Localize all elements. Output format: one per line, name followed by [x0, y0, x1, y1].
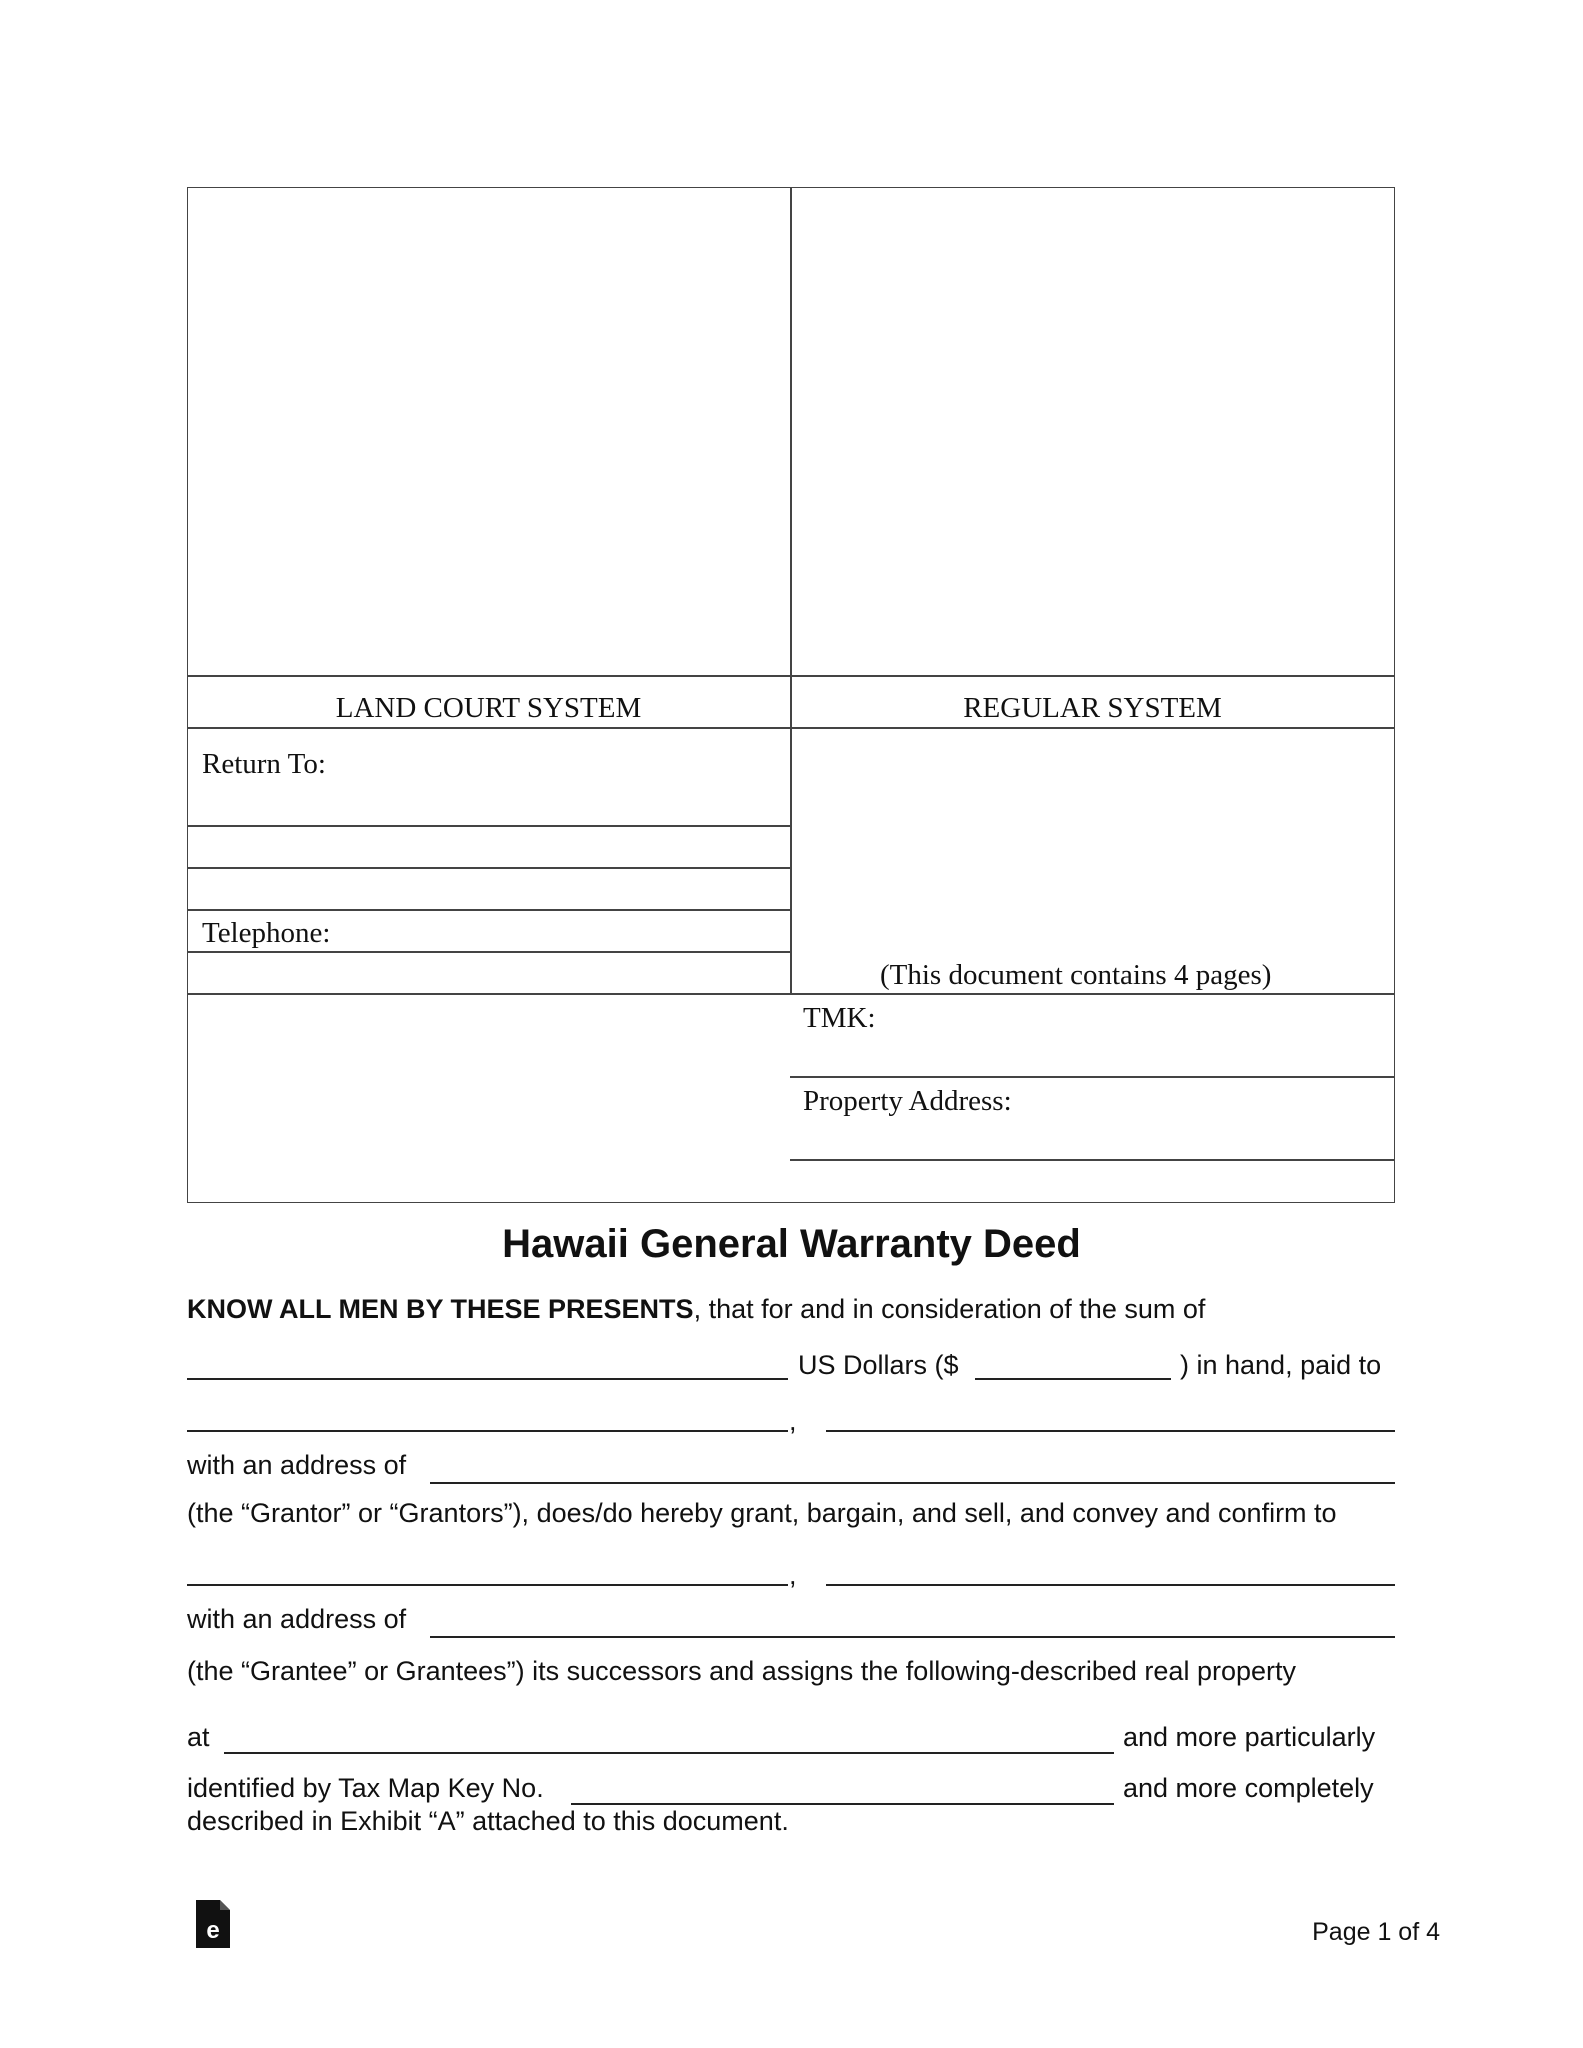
grantee-name-field-1[interactable] — [187, 1584, 788, 1586]
land-court-system-label: LAND COURT SYSTEM — [335, 692, 642, 724]
property-address-line — [790, 1159, 1395, 1161]
telephone-label: Telephone: — [202, 917, 331, 949]
grantor-address-field[interactable] — [430, 1482, 1395, 1484]
amount-number-field[interactable] — [975, 1378, 1171, 1380]
grantor-clause: (the “Grantor” or “Grantors”), does/do hereby grant, bargain, and sell, and convey and confirm to — [187, 1498, 1337, 1528]
property-address-label: Property Address: — [803, 1085, 1012, 1117]
grantee-comma: , — [789, 1560, 797, 1590]
at-label: at — [187, 1722, 210, 1752]
recording-box-divider — [790, 187, 792, 993]
in-hand-paid-label: ) in hand, paid to — [1180, 1350, 1382, 1380]
property-location-field[interactable] — [224, 1752, 1114, 1754]
tmk-line — [790, 1076, 1395, 1078]
intro-line — [187, 1296, 1205, 1323]
intro-rest: , that for and in consideration of the sum of — [693, 1294, 1206, 1324]
svg-text:e: e — [206, 1917, 220, 1944]
more-particularly-label: and more particularly — [1123, 1722, 1376, 1752]
eforms-logo-icon — [196, 1900, 230, 1948]
tax-map-key-field[interactable] — [571, 1803, 1114, 1805]
grantee-address-field[interactable] — [430, 1636, 1395, 1638]
grantor-name-field-2[interactable] — [826, 1430, 1395, 1432]
grantee-address-label: with an address of — [187, 1604, 407, 1634]
telephone-line — [187, 951, 790, 953]
recording-mid-rule — [187, 993, 1395, 995]
recording-header-bottom-rule — [187, 727, 1395, 729]
more-completely-label: and more completely — [1123, 1773, 1374, 1803]
grantor-name-field-1[interactable] — [187, 1430, 788, 1432]
us-dollars-label: US Dollars ($ — [798, 1350, 959, 1380]
intro-bold: KNOW ALL MEN BY THESE PRESENTS — [187, 1294, 694, 1324]
page-count-note: (This document contains 4 pages) — [880, 959, 1272, 991]
grantee-clause: (the “Grantee” or Grantees”) its successors and assigns the following-described real property — [187, 1656, 1296, 1686]
document-title: Hawaii General Warranty Deed — [502, 1222, 1081, 1266]
page-number: Page 1 of 4 — [1312, 1918, 1440, 1946]
grantee-name-field-2[interactable] — [826, 1584, 1395, 1586]
tmk-label: TMK: — [803, 1002, 876, 1034]
tax-map-key-label: identified by Tax Map Key No. — [187, 1773, 544, 1803]
grantor-comma: , — [789, 1406, 797, 1436]
return-to-label: Return To: — [202, 748, 326, 780]
exhibit-line: described in Exhibit “A” attached to this document. — [187, 1806, 789, 1836]
recording-header-top-rule — [187, 675, 1395, 677]
grantor-address-label: with an address of — [187, 1450, 407, 1480]
return-to-line-1 — [187, 825, 790, 827]
regular-system-label: REGULAR SYSTEM — [963, 692, 1222, 724]
return-to-line-2 — [187, 867, 790, 869]
return-to-line-3 — [187, 909, 790, 911]
amount-words-field[interactable] — [187, 1378, 788, 1380]
